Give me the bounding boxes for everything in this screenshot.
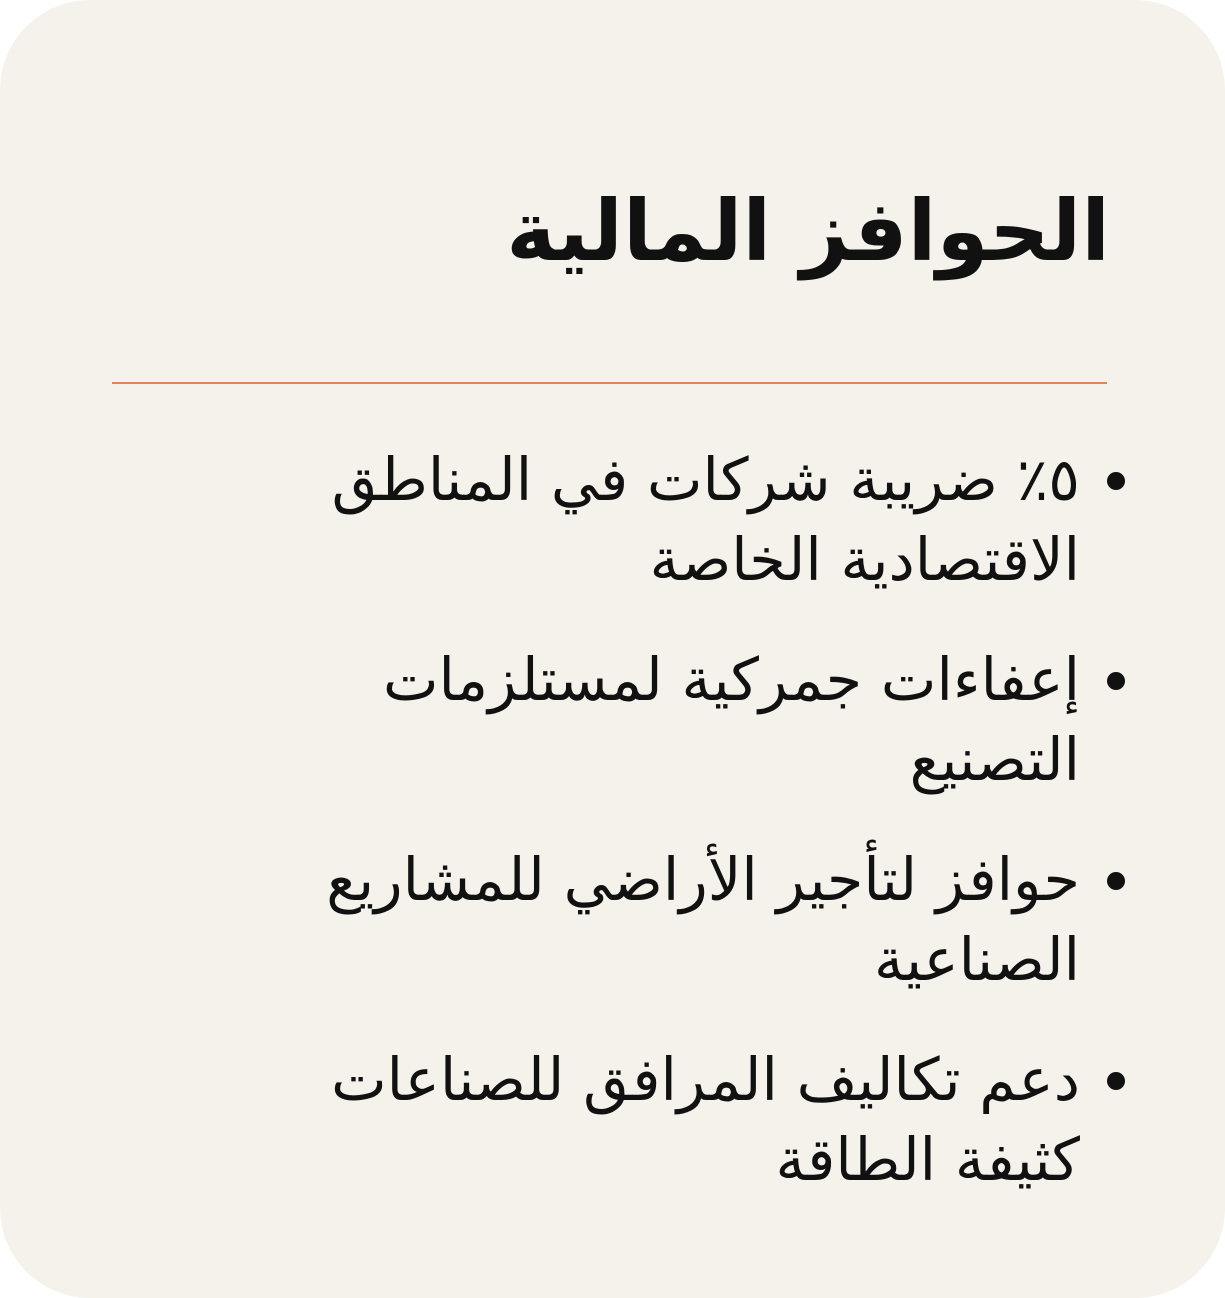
list-item-text: ٥٪ ضريبة شركات في المناطق الاقتصادية الخاصة (331, 445, 1080, 594)
list-item-text: إعفاءات جمركية لمستلزمات التصنيع (383, 645, 1080, 794)
bullet-icon (1107, 472, 1125, 490)
bullet-icon (1107, 672, 1125, 690)
list-item (215, 840, 1125, 1000)
bullet-icon (1107, 1072, 1125, 1090)
title-divider (112, 382, 1107, 384)
list-item-text: دعم تكاليف المرافق للصناعات كثيفة الطاقة (331, 1045, 1080, 1194)
list-item (215, 1040, 1125, 1200)
list-item (215, 640, 1125, 800)
card-title: الحوافز المالية (506, 182, 1110, 280)
list-item-text: حوافز لتأجير الأراضي للمشاريع الصناعية (326, 845, 1080, 994)
bullet-icon (1107, 872, 1125, 890)
list-item (215, 440, 1125, 600)
incentives-list (215, 440, 1125, 1240)
